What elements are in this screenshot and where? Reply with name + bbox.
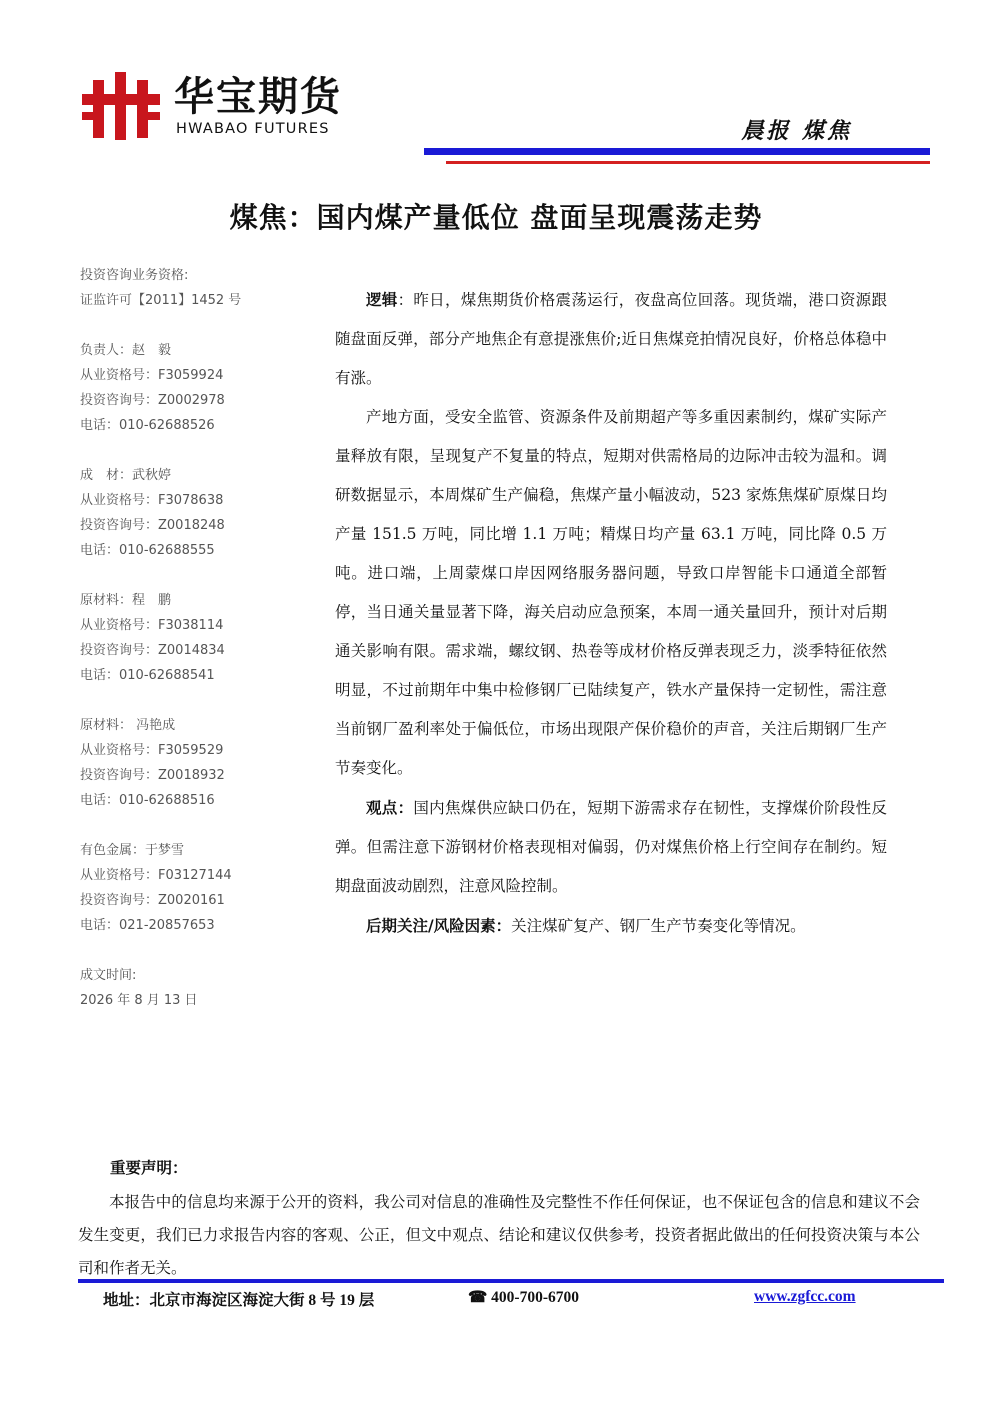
viewpoint-text: 国内焦煤供应缺口仍在，短期下游需求存在韧性，支撑煤价阶段性反弹。但需注意下游钢材价格表现相对偏弱，仍对煤焦价格上行空间存在制约。短期盘面波动剧烈，注意风险控制。	[335, 799, 887, 895]
footer-website-link[interactable]: www.zgfcc.com	[754, 1288, 856, 1305]
report-body	[335, 280, 887, 946]
report-title: 煤焦：国内煤产量低位 盘面呈现震荡走势	[229, 201, 763, 234]
report-type: 晨报 煤焦	[741, 118, 852, 144]
footer-rule	[78, 1279, 944, 1283]
analyst-consult: 投资咨询号：Z0020161	[80, 893, 225, 908]
logo-chinese-name: 华宝期货	[174, 74, 342, 120]
hwabao-logo-mark	[80, 72, 162, 140]
disclaimer-text: 本报告中的信息均来源于公开的资料，我公司对信息的准确性及完整性不作任何保证，也不保证包含的信息和建议不会发生变更，我们已力求报告内容的客观、公正，但文中观点、结论和建议仅供参考，投资者据此做出的任何投资决策与本公司和作者无关。	[78, 1193, 920, 1277]
footer	[0, 1288, 992, 1312]
logo-english-name: HWABAO FUTURES	[176, 121, 330, 137]
analyst-sidebar	[80, 266, 310, 1016]
header-rule-blue	[424, 148, 930, 155]
analyst-role: 有色金属：于梦雪	[80, 843, 185, 858]
analyst-role: 负责人：赵 毅	[80, 343, 172, 358]
analyst-consult: 投资咨询号：Z0018248	[80, 518, 225, 533]
footer-address: 地址：北京市海淀区海淀大街 8 号 19 层	[103, 1292, 375, 1309]
company-logo	[80, 72, 380, 142]
analyst-license: 从业资格号：F3059529	[80, 743, 224, 758]
risk-paragraph	[335, 906, 887, 946]
supply-demand-paragraph: 产地方面，受安全监管、资源条件及前期超产等多重因素制约，煤矿实际产量释放有限，呈现复产不复量的特点，短期对供需格局的边际冲击较为温和。调研数据显示，本周煤矿生产偏稳，焦煤产量小幅波动，523 家炼焦煤矿原煤日均产量 151.5 万吨，同比增 1.1 万吨；精煤日均产量 63.1 万吨，同比降 0.5 万吨。进口端，上周蒙煤口岸因网络服务器问题，导致口岸智能卡口通道全部暂停，当日通关量显著下降，海关启动应急预案，本周一通关量回升，预计对后期通关影响有限。需求端，螺纹钢、热卷等成材价格反弹表现乏力，淡季特征依然明显，不过前期年中集中检修钢厂已陆续复产，铁水产量保持一定韧性，需注意当前钢厂盈利率处于偏低位，市场出现限产保价稳价的声音，关注后期钢厂生产节奏变化。	[335, 408, 887, 777]
viewpoint-paragraph	[335, 788, 887, 906]
header-rule-red	[446, 161, 930, 164]
analyst-license: 从业资格号：F3059924	[80, 368, 224, 383]
analyst-phone: 电话：021-20857653	[80, 918, 215, 933]
analyst-phone: 电话：010-62688516	[80, 793, 215, 808]
analyst-consult: 投资咨询号：Z0018932	[80, 768, 225, 783]
analyst-license: 从业资格号：F3038114	[80, 618, 224, 633]
qualification-label: 投资咨询业务资格:	[80, 268, 189, 283]
footer-phone: ☎ 400-700-6700	[468, 1289, 580, 1306]
analyst-role: 原材料：程 鹏	[80, 593, 172, 608]
analyst-phone: 电话：010-62688526	[80, 418, 215, 433]
analyst-consult: 投资咨询号：Z0014834	[80, 643, 225, 658]
logic-label: 逻辑	[366, 290, 398, 309]
analyst-role: 原材料： 冯艳成	[80, 718, 176, 733]
analyst-phone: 电话：010-62688541	[80, 668, 215, 683]
logic-paragraph	[335, 280, 887, 398]
analyst-role: 成 材：武秋婷	[80, 468, 172, 483]
report-date-label: 成文时间:	[80, 968, 137, 983]
risk-label: 后期关注/风险因素：	[366, 916, 512, 935]
analyst-license: 从业资格号：F03127144	[80, 868, 232, 883]
analyst-phone: 电话：010-62688555	[80, 543, 215, 558]
disclaimer	[78, 1154, 920, 1285]
viewpoint-label: 观点：	[366, 798, 414, 817]
qualification-value: 证监许可【2011】1452 号	[80, 293, 242, 308]
analyst-consult: 投资咨询号：Z0002978	[80, 393, 225, 408]
disclaimer-title: 重要声明：	[110, 1158, 188, 1177]
analyst-license: 从业资格号：F3078638	[80, 493, 224, 508]
report-date: 2026 年 8 月 13 日	[80, 993, 198, 1008]
risk-text: 关注煤矿复产、钢厂生产节奏变化等情况。	[511, 917, 806, 935]
logic-text: ：昨日，煤焦期货价格震荡运行，夜盘高位回落。现货端，港口资源跟随盘面反弹，部分产地焦企有意提涨焦价;近日焦煤竞拍情况良好，价格总体稳中有涨。	[335, 291, 887, 387]
